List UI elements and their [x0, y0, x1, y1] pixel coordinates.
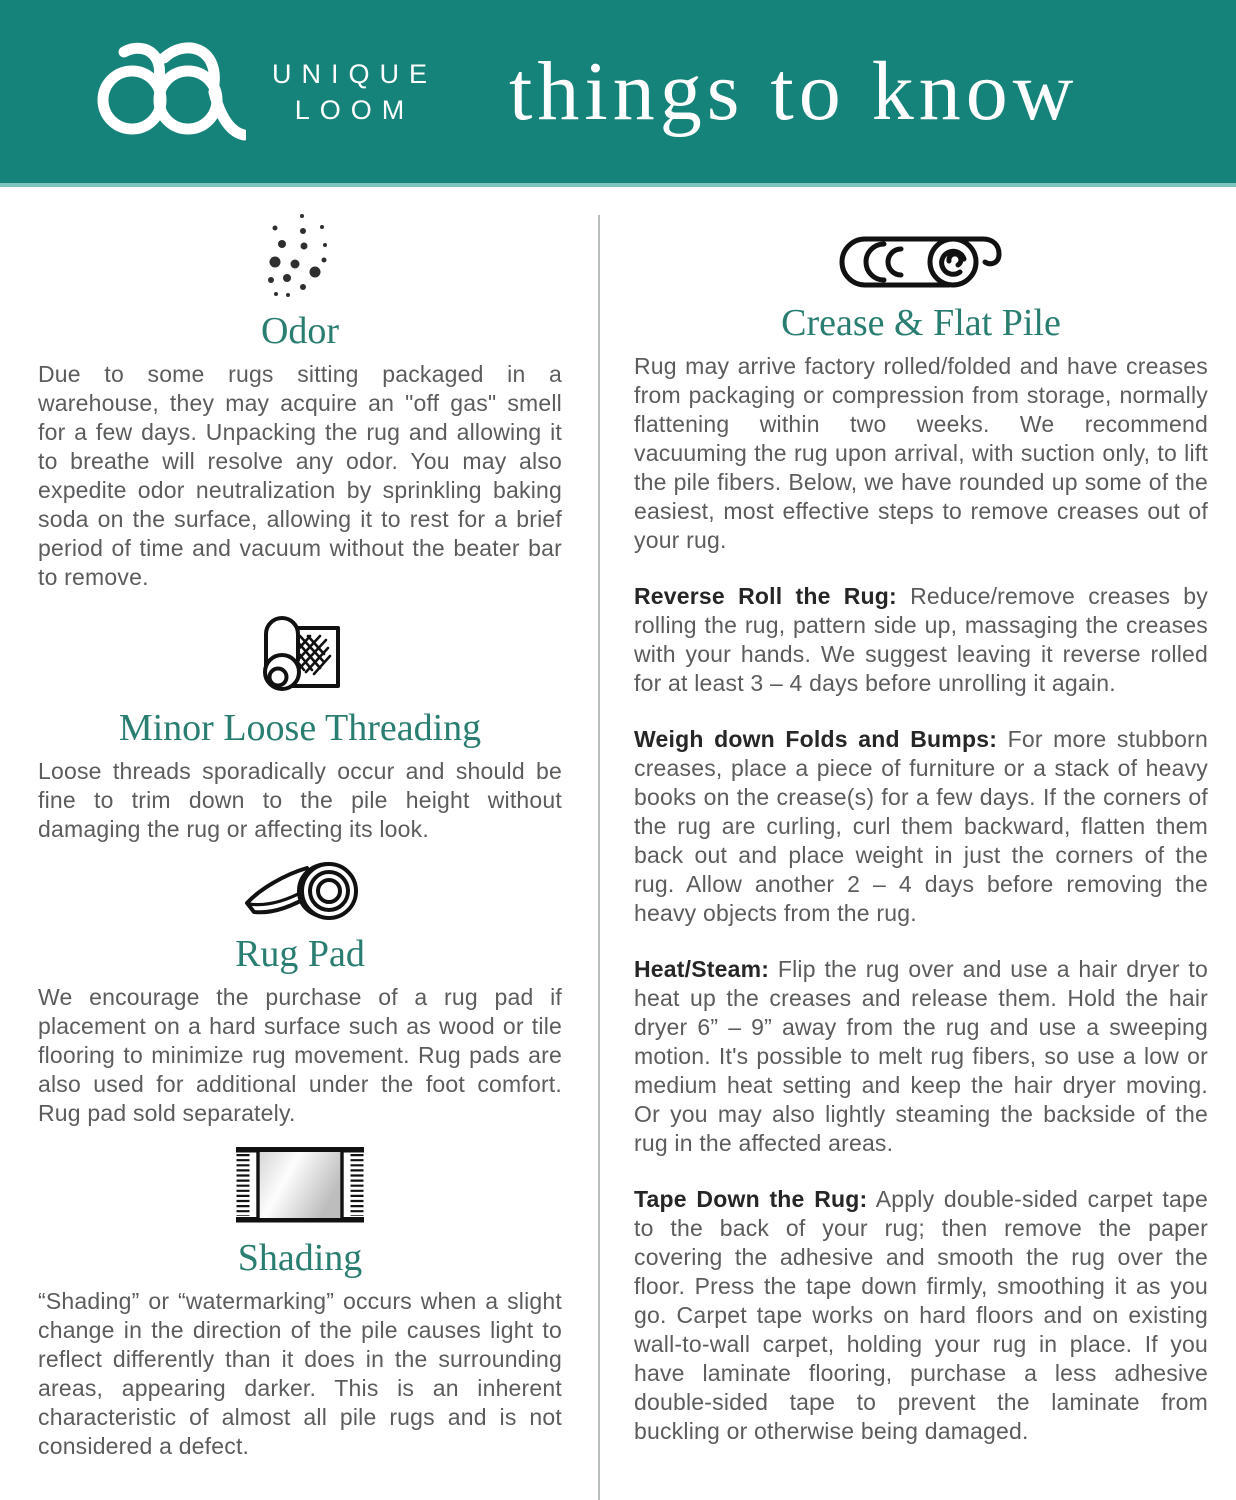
crease-rolled-rug-icon [837, 233, 1005, 291]
tip-tape-down [634, 1185, 1208, 1446]
page-title: things to know [509, 45, 1079, 138]
brand-line1: UNIQUE [272, 58, 438, 89]
rug-pad-roll-icon [241, 860, 359, 922]
brand-name [272, 56, 437, 128]
tip-text: Reduce/remove creases by rolling the rug, pattern side up, massaging the creases with your hands. We suggest leaving it reverse rolled for at least 3 – 4 days before unrolling it again. [634, 583, 1209, 696]
odor-dots-icon [261, 211, 339, 299]
tip-reverse-roll [634, 582, 1208, 698]
section-crease-flat-pile [634, 233, 1208, 1446]
section-body: Loose threads sporadically occur and should be fine to trim down to the pile height without damaging the rug or affecting its look. [38, 758, 562, 842]
section-title: Shading [237, 1237, 363, 1279]
right-column [600, 187, 1236, 1500]
brand-block [96, 42, 437, 142]
tip-weigh-down [634, 725, 1208, 928]
tip-text: For more stubborn creases, place a piece of furniture or a stack of heavy books on the crease(s) for a few days. If the corners of the rug are curling, curl them backward, flatten them back out and place weight in just the corners of the rug. Allow another 2 – 4 days before removing the heavy objects from the rug. [634, 726, 1208, 926]
brand-line2: LOOM [294, 94, 415, 125]
tip-text: Apply double-sided carpet tape to the back of your rug; then remove the paper covering the adhesive and smooth the rug over the floor. Press the tape down firmly, smoothing it as you go. Carpet tape works on hard floors and on existing wall-to-wall carpet, holding your rug in place. If you have laminate flooring, purchase a less adhesive double-sided tape to prevent the laminate from buckling or otherwise being damaged. [634, 1186, 1208, 1444]
left-column [0, 187, 598, 1500]
section-title: Odor [260, 310, 340, 352]
header-banner [0, 0, 1236, 187]
unique-loom-logo-icon [96, 42, 246, 142]
section-title: Minor Loose Threading [118, 707, 482, 749]
rolled-rug-icon [258, 608, 342, 696]
tip-text: Flip the rug over and use a hair dryer to heat up the creases and release them. Hold the hair dryer 6” – 9” away from the rug and use a sweeping motion. It's possible to melt rug fibers, so use a low or medium heat setting and keep the hair dryer moving. Or you may also lightly steaming the backside of the rug in the affected areas. [634, 956, 1208, 1156]
tip-label: Tape Down the Rug: [634, 1186, 868, 1212]
tip-heat-steam [634, 955, 1208, 1158]
tip-label: Weigh down Folds and Bumps: [634, 726, 998, 752]
section-shading [38, 1144, 562, 1461]
section-rug-pad [38, 860, 562, 1128]
section-title: Rug Pad [235, 933, 365, 975]
shading-rug-icon [234, 1144, 366, 1226]
section-body: Due to some rugs sitting packaged in a warehouse, they may acquire an "off gas" smell for a few days. Unpacking the rug and allowing it to breathe will resolve any odor. You may also expedite odor neutralization by sprinkling baking soda on the surface, allowing it to rest for a brief period of time and vacuum without the beater bar to remove. [38, 361, 562, 590]
tip-label: Heat/Steam: [634, 956, 770, 982]
section-title: Crease & Flat Pile [781, 302, 1061, 344]
section-intro: Rug may arrive factory rolled/folded and have creases from packaging or compression from storage, normally flattening within two weeks. We recommend vacuuming the rug upon arrival, with suction only, to lift the pile fibers. Below, we have rounded up some of the easiest, most effective steps to remove creases out of your rug. [634, 353, 1208, 553]
tip-label: Reverse Roll the Rug: [634, 583, 897, 609]
section-odor [38, 211, 562, 592]
section-body: “Shading” or “watermarking” occurs when a slight change in the direction of the pile causes light to reflect differently than it does in the surrounding areas, appearing darker. This is an inherent characteristic of almost all pile rugs and is not considered a defect. [38, 1288, 562, 1459]
section-minor-loose-threading [38, 608, 562, 844]
section-body: We encourage the purchase of a rug pad if placement on a hard surface such as wood or tile flooring to minimize rug movement. Rug pads are also used for additional under the foot comfort. Rug pad sold separately. [38, 984, 562, 1126]
content-area [0, 187, 1236, 1500]
